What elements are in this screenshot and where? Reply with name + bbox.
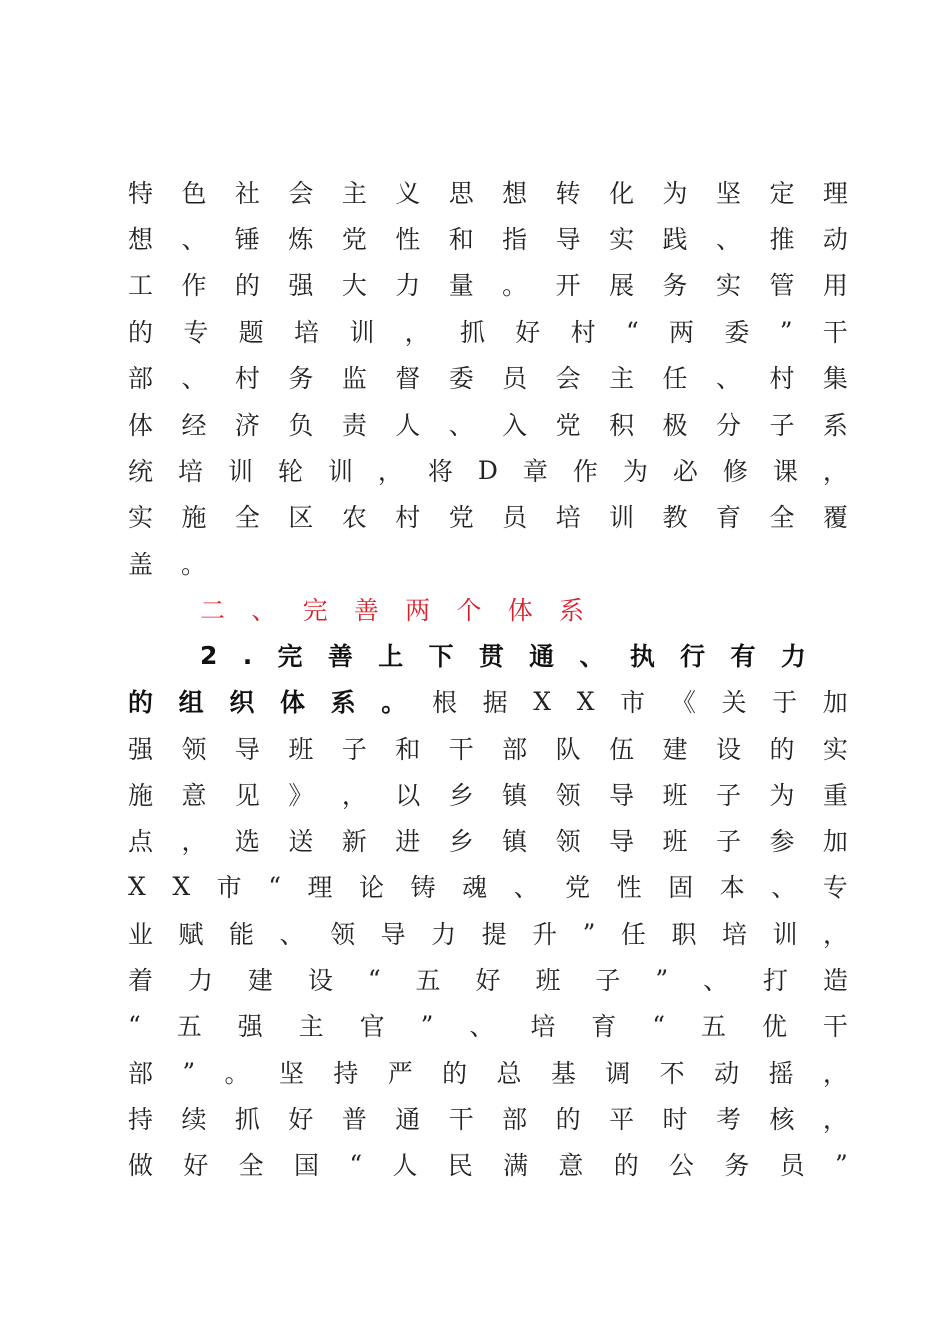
text-line: 持 续 抓 好 普 通 干 部 的 平 时 考 核 ，	[128, 1105, 848, 1134]
text-line: 想 、 锤 炼 党 性 和 指 导 实 践 、 推 动	[128, 225, 848, 254]
text-line: 施 意 见 》 ， 以 乡 镇 领 导 班 子 为 重	[128, 781, 848, 810]
text-line: 实 施 全 区 农 村 党 员 培 训 教 育 全 覆	[128, 503, 848, 532]
text-line: 着 力 建 设 “ 五 好 班 子 ” 、 打 造	[128, 964, 848, 995]
text-line: 的 专 题 培 训 ， 抓 好 村 “ 两 委 ” 干	[128, 316, 848, 347]
text-line: X X 市 “ 理 论 铸 魂 、 党 性 固 本 、 专	[128, 871, 848, 902]
text-line: 特 色 社 会 主 义 思 想 转 化 为 坚 定 理	[128, 179, 848, 208]
text-line: 体 经 济 负 责 人 、 入 党 积 极 分 子 系	[128, 411, 848, 440]
text-line: 统 培 训 轮 训 ， 将 D 章 作 为 必 修 课 ，	[128, 455, 848, 486]
section-heading: 二 、 完 善 两 个 体 系	[200, 596, 584, 625]
text-line: 业 赋 能 、 领 导 力 提 升 ” 任 职 培 训 ，	[128, 918, 848, 949]
text-line: 部 、 村 务 监 督 委 员 会 主 任 、 村 集	[128, 364, 848, 393]
text-line: 强 领 导 班 子 和 干 部 队 伍 建 设 的 实	[128, 735, 848, 764]
text-line: 工 作 的 强 大 力 量 。 开 展 务 实 管 用	[128, 271, 848, 300]
text-line: 部 ” 。 坚 持 严 的 总 基 调 不 动 摇 ，	[128, 1057, 848, 1088]
text-line: 点 ， 选 送 新 进 乡 镇 领 导 班 子 参 加	[128, 827, 848, 856]
text-line: 做 好 全 国 “ 人 民 满 意 的 公 务 员 ”	[128, 1149, 848, 1180]
text-line: “ 五 强 主 官 ” 、 培 育 “ 五 优 干	[128, 1010, 848, 1041]
subheading-line: 2 . 完 善 上 下 贯 通 、 执 行 有 力	[200, 640, 806, 671]
text-line-mixed: 的 组 织 体 系 。 根 据 X X 市 《 关 于 加	[128, 686, 848, 717]
text-line: 盖 。	[128, 550, 207, 579]
